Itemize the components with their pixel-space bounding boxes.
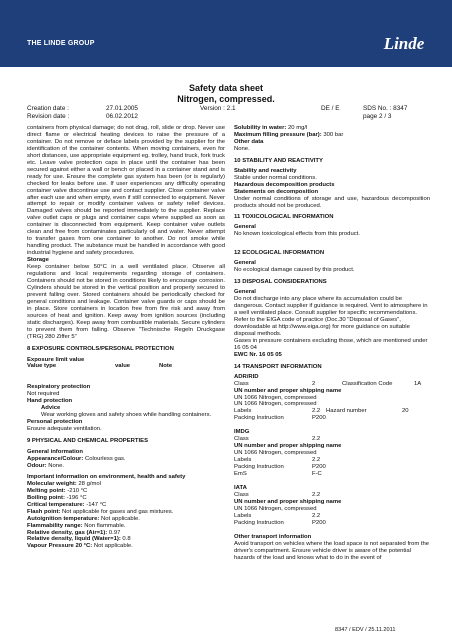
- tox-general-heading: General: [234, 224, 256, 231]
- critical-temp-row: [27, 502, 225, 509]
- other-transport-text: Avoid transport on vehicles where the load space is not separated from the driver's compartment. Ensure vehicle driver is aware of the potential hazards of the load and knows what to do in the event of: [234, 540, 430, 561]
- section-13-heading: 13 DISPOSAL CONSIDERATIONS: [234, 279, 327, 286]
- appearance-row: [27, 456, 225, 463]
- group-name: THE LINDE GROUP: [27, 40, 95, 47]
- imdg-heading: IMDG: [234, 429, 250, 436]
- iata-un-heading: UN number and proper shipping name: [234, 498, 342, 505]
- personal-protection-value: Ensure adequate ventilation.: [27, 426, 102, 433]
- fp-value: Not applicable for gases and gas mixtures.: [60, 508, 174, 515]
- ait-label: Autoignition temperature:: [27, 515, 100, 522]
- appearance-label: Appearance/Colour:: [27, 455, 84, 462]
- version: Version : 2.1: [200, 105, 236, 112]
- advice-text: Wear working gloves and safety shoes while handling containers.: [41, 412, 212, 419]
- section-11-heading: 11 TOXICOLOGICAL INFORMATION: [234, 214, 334, 221]
- imdg-class-row: [234, 436, 430, 443]
- mfp-label: Maximum filling pressure (bar):: [234, 131, 322, 138]
- other-transport-heading: Other transport information: [234, 533, 312, 540]
- mfp-value: 300 bar: [321, 131, 344, 138]
- mw-label: Molecular weight:: [27, 480, 77, 487]
- other-data-value: None.: [234, 145, 250, 152]
- note-col: Note: [159, 363, 173, 370]
- respiratory-protection-value: Not required: [27, 391, 60, 398]
- revision-date-label: Revision date :: [27, 113, 70, 120]
- exposure-table-header: [27, 363, 225, 370]
- vapour-pressure-row: [27, 543, 225, 550]
- adr-rid-heading: ADR/RID: [234, 373, 259, 380]
- linde-logo-icon: [382, 30, 426, 56]
- ct-label: Critical temperature:: [27, 501, 85, 508]
- stability-heading: Stability and reactivity: [234, 167, 297, 174]
- section-12-heading: 12 ECOLOGICAL INFORMATION: [234, 250, 325, 257]
- creation-date-value: 27.01.2005: [106, 105, 138, 112]
- iata-class-label: Class: [234, 491, 249, 498]
- advice-heading: Advice: [41, 405, 61, 412]
- eco-general-value: No ecological damage caused by this product.: [234, 267, 355, 274]
- adr-packing-label: Packing Instruction: [234, 415, 284, 422]
- hand-protection-heading: Hand protection: [27, 398, 73, 405]
- molecular-weight-row: [27, 481, 225, 488]
- imdg-class-label: Class: [234, 436, 249, 443]
- disposal-general-text: Do not discharge into any place where its accumulation could be dangerous. Contact supplier if guidance is required. Vent to atmosphere in a well ventilated place. Consult supplier for specific recommendations. Refer to the EIGA code of practice (Doc.30 "Disposal of Gases", downloadable at http://www.eiga.org) for more guidance on suitable disposal methods.: [234, 296, 428, 337]
- adr-packing-row: [234, 415, 430, 422]
- ewc-number: EWC Nr. 16 05 05: [234, 351, 282, 358]
- disposal-general-heading: General: [234, 289, 256, 296]
- right-column: [234, 125, 430, 562]
- section-14-heading: 14 TRANSPORT INFORMATION: [234, 363, 322, 370]
- page-number: page 2 / 3: [363, 113, 392, 120]
- mw-value: 28 g/mol: [76, 480, 101, 487]
- rel-density-gas-row: [27, 530, 225, 537]
- imdg-packing-value: P200: [312, 464, 326, 471]
- iata-packing-value: P200: [312, 519, 326, 526]
- appearance-value: Colourless gas.: [83, 455, 126, 462]
- max-filling-row: [234, 132, 430, 139]
- adr-packing-value: P200: [312, 415, 326, 422]
- decomposition-statements-heading: Statements on decomposition: [234, 188, 319, 195]
- adr-un-value: UN 1066 Nitrogen, compressed: [234, 394, 317, 401]
- section-9-heading: 9 PHYSICAL AND CHEMICAL PROPERTIES: [27, 438, 148, 445]
- language: DE / E: [321, 105, 340, 112]
- flash-point-row: [27, 509, 225, 516]
- value-type-col: Value type: [27, 363, 57, 370]
- hazard-number-label: Hazard number: [326, 408, 367, 415]
- rda-value: 0.97: [107, 529, 121, 536]
- iata-class-value: 2.2: [312, 491, 321, 498]
- adr-labels-label: Labels: [234, 408, 252, 415]
- adr-labels-value: 2.2: [312, 408, 321, 415]
- imdg-labels-value: 2.2: [312, 457, 321, 464]
- adr-class-label: Class: [234, 380, 249, 387]
- imdg-packing-row: [234, 464, 430, 471]
- disposal-general-text-2: Gases in pressure containers excluding those, which are mentioned under 16 05 04: [234, 337, 428, 351]
- revision-date-value: 06.02.2012: [106, 113, 138, 120]
- classification-code-label: Classification Code: [342, 380, 393, 387]
- imdg-un-value: UN 1066 Nitrogen, compressed: [234, 450, 317, 457]
- melting-point-row: [27, 488, 225, 495]
- imdg-ems-row: [234, 471, 430, 478]
- ems-value: F-C: [312, 471, 322, 478]
- storage-text: Keep container below 50°C in a well ventilated place. Observe all regulations and local requirements regarding storage of containers. Containers should not be stored in conditions likely to encourage corrosion. Cylinders should be stored in the vertical position and properly secured to prevent falling over. Stored containers should be periodically checked for general conditions and leakage. Container valve guards or caps should be in place. Store containers in location free from fire risk and away from sources of heat and ignition. Keep away from ignition sources (including static discharges). Keep away from combustible materials. Secure cylinders to prevent them from falling. Observe "Technische Regeln Druckgase (TRG) 280 Ziffer 5": [27, 264, 225, 340]
- imdg-packing-label: Packing Instruction: [234, 464, 284, 471]
- rdl-value: 0.8: [120, 536, 131, 543]
- eco-general-heading: General: [234, 260, 256, 267]
- mp-value: -210 °C: [65, 487, 88, 494]
- creation-date-label: Creation date :: [27, 105, 69, 112]
- iata-packing-row: [234, 520, 430, 527]
- decomposition-statements-text: Under normal conditions of storage and use, hazardous decomposition products should not be produced.: [234, 195, 430, 209]
- doc-subtitle: Nitrogen, compressed.: [177, 94, 275, 104]
- exposure-limit-heading: Exposure limit value: [27, 356, 85, 363]
- adr-class-row: [234, 381, 430, 388]
- imdg-class-value: 2.2: [312, 436, 321, 443]
- iata-labels-row: [234, 513, 430, 520]
- stability-value: Stable under normal conditions.: [234, 174, 317, 181]
- odour-label: Odour:: [27, 462, 47, 469]
- boiling-point-row: [27, 495, 225, 502]
- imdg-labels-row: [234, 457, 430, 464]
- footer-reference: 8347 / EDV / 25.11.2011: [335, 627, 396, 633]
- storage-heading: Storage: [27, 257, 49, 264]
- section-10-heading: 10 STABILITY AND REACTIVITY: [234, 157, 323, 164]
- bp-value: -196 °C: [64, 494, 87, 501]
- odour-row: [27, 463, 225, 470]
- other-data-heading: Other data: [234, 138, 264, 145]
- classification-code-value: 1A: [414, 380, 422, 387]
- adr-un-value-2: UN 1066 Nitrogen, compressed: [234, 401, 317, 408]
- vp-value: Not applicable.: [92, 543, 133, 550]
- left-column: [27, 125, 225, 550]
- ct-value: -147 °C: [84, 501, 107, 508]
- ems-label: EmS: [234, 471, 247, 478]
- flammability-row: [27, 523, 225, 530]
- rel-density-liquid-row: [27, 536, 225, 543]
- respiratory-protection-heading: Respiratory protection: [27, 384, 91, 391]
- doc-title: Safety data sheet: [188, 83, 264, 93]
- iata-labels-value: 2.2: [312, 512, 321, 519]
- adr-un-heading: UN number and proper shipping name: [234, 387, 342, 394]
- important-info-heading: Important information on environment, health and safety: [27, 473, 186, 480]
- autoignition-row: [27, 516, 225, 523]
- sol-label: Solubility in water:: [234, 125, 287, 131]
- solubility-row: [234, 125, 430, 132]
- iata-class-row: [234, 492, 430, 499]
- sol-value: 20 mg/l: [286, 125, 308, 131]
- iata-un-value: UN 1066 Nitrogen, compressed: [234, 505, 317, 512]
- odour-value: None.: [46, 462, 64, 469]
- general-info-heading: General information: [27, 449, 83, 456]
- iata-packing-label: Packing Instruction: [234, 519, 284, 526]
- personal-protection-heading: Personal protection: [27, 419, 83, 426]
- imdg-labels-label: Labels: [234, 457, 252, 464]
- adr-labels-row: [234, 408, 430, 415]
- linde-logo-text: Linde: [383, 34, 425, 53]
- iata-heading: IATA: [234, 484, 247, 491]
- bp-label: Boiling point:: [27, 494, 65, 501]
- hazard-number-value: 20: [402, 408, 409, 415]
- ait-value: Not applicable.: [99, 515, 140, 522]
- vp-label: Vapour Pressure 20 °C:: [27, 543, 93, 550]
- rdl-label: Relative density, liquid (Water=1):: [27, 536, 121, 543]
- mp-label: Melting point:: [27, 487, 66, 494]
- fp-label: Flash point:: [27, 508, 61, 515]
- handling-text: containers from physical damage; do not drag, roll, slide or drop. Never use direct flame or electrical heating devices to raise the pressure of a container. Do not remove or deface labels provided by the supplier for the identification of the container contents. When moving containers, even for short distances, use appropriate equipment eg. trolley, hand truck, fork truck etc. Leave valve protection caps in place until the container has been secured against either a wall or bench or placed in a container stand and is ready for use. Ensure the complete gas system has been (or is regularly) checked for leaks before use. If user experiences any difficulty operating container valve discontinue use and contact supplier. Close container valve after each use and when empty, even if still connected to equipment. Never attempt to repair or modify container valves or safety relief devices. Damaged valves should be reported immediately to the supplier. Replace valve outlet caps or plugs and container caps where supplied as soon as container is disconnected from equipment. Keep container valve outlets clean and free from contaminates particularly oil and water. Never attempt to transfer gases from one container to another. Do not smoke while handling product. The substance must be handled in accordance with good industrial hygiene and safety procedures.: [27, 125, 225, 257]
- value-col: value: [115, 363, 131, 370]
- tox-general-value: No known toxicological effects from this product.: [234, 231, 360, 238]
- hazardous-decomposition-heading: Hazardous decomposition products: [234, 181, 335, 188]
- rda-label: Relative density, gas (Air=1):: [27, 529, 108, 536]
- adr-class-value: 2: [312, 380, 316, 387]
- section-8-heading: 8 EXPOSURE CONTROLS/PERSONAL PROTECTION: [27, 345, 174, 352]
- iata-labels-label: Labels: [234, 512, 252, 519]
- fr-label: Flammability range:: [27, 522, 83, 529]
- sds-number: SDS No. : 8347: [363, 105, 408, 112]
- fr-value: Non flammable.: [82, 522, 126, 529]
- imdg-un-heading: UN number and proper shipping name: [234, 443, 342, 450]
